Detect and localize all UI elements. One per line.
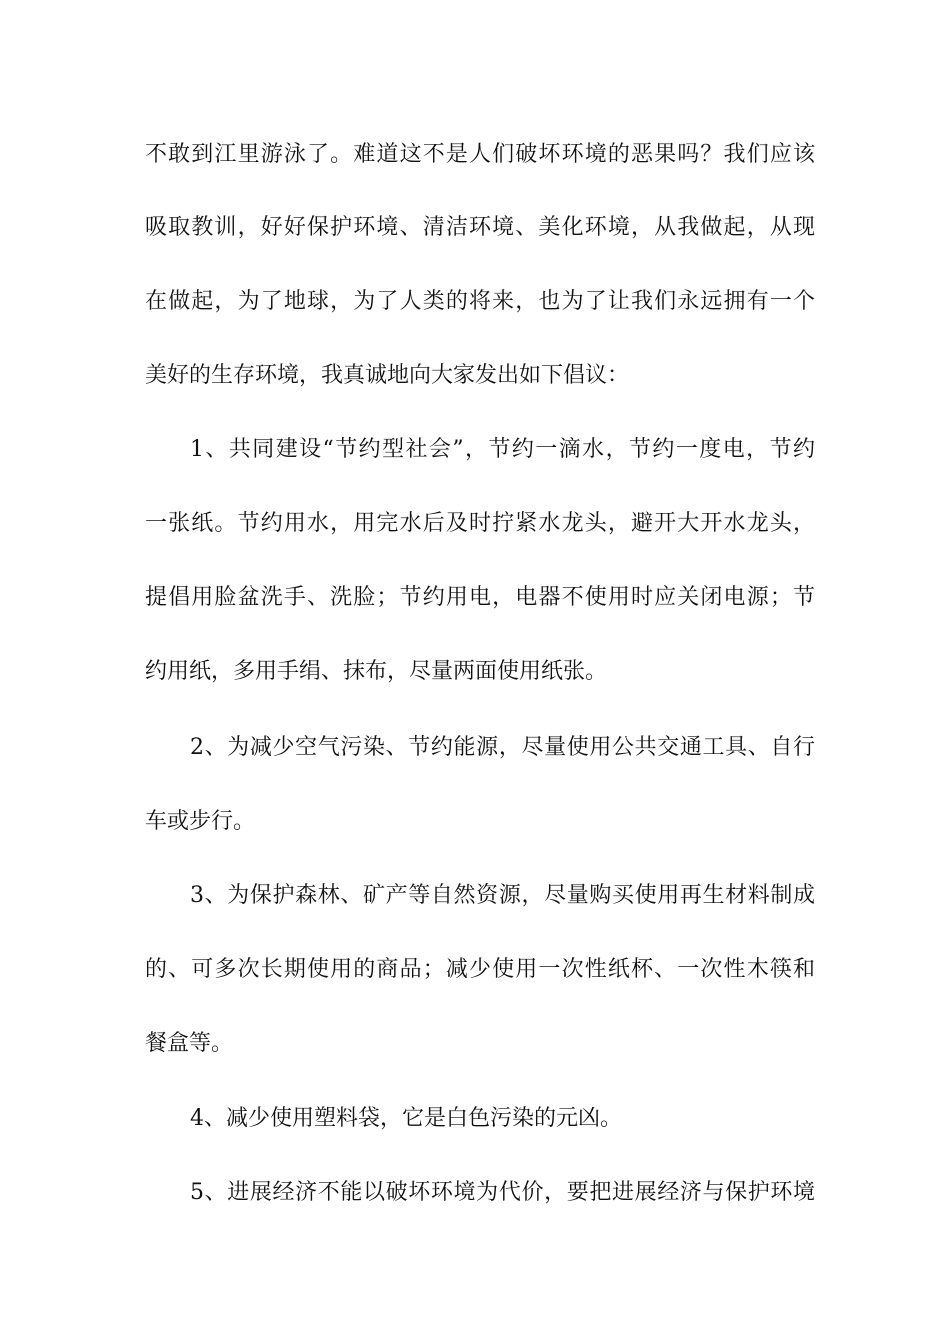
paragraph-line: 美好的生存环境，我真诚地向大家发出如下倡议：	[145, 363, 630, 388]
list-item-line: 提倡用脸盆洗手、洗脸；节约用电，电器不使用时应关闭电源；节	[145, 585, 815, 610]
list-item-line: 车或步行。	[145, 809, 256, 834]
paragraph-line: 不敢到江里游泳了。难道这不是人们破坏环境的恶果吗？我们应该	[145, 142, 815, 167]
list-item-line: 餐盒等。	[145, 1031, 234, 1056]
list-item-line: 2、为减少空气污染、节约能源，尽量使用公共交通工具、自行	[190, 735, 815, 760]
list-item-line: 1、共同建设“节约型社会”，节约一滴水，节约一度电，节约	[190, 437, 815, 462]
list-item-line: 的、可多次长期使用的商品；减少使用一次性纸杯、一次性木筷和	[145, 957, 815, 982]
paragraph-line: 在做起，为了地球，为了人类的将来，也为了让我们永远拥有一个	[145, 289, 815, 314]
paragraph-line: 吸取教训，好好保护环境、清洁环境、美化环境，从我做起，从现	[145, 215, 815, 240]
list-item-line: 3、为保护森林、矿产等自然资源，尽量购买使用再生材料制成	[190, 883, 815, 908]
list-item-line: 4、减少使用塑料袋，它是白色污染的元凶。	[190, 1106, 622, 1131]
list-item-line: 一张纸。节约用水，用完水后及时拧紧水龙头，避开大开水龙头，	[145, 511, 815, 536]
list-item-line: 约用纸，多用手绢、抹布，尽量两面使用纸张。	[145, 659, 608, 684]
list-item-line: 5、进展经济不能以破坏环境为代价，要把进展经济与保护环境	[190, 1180, 815, 1205]
